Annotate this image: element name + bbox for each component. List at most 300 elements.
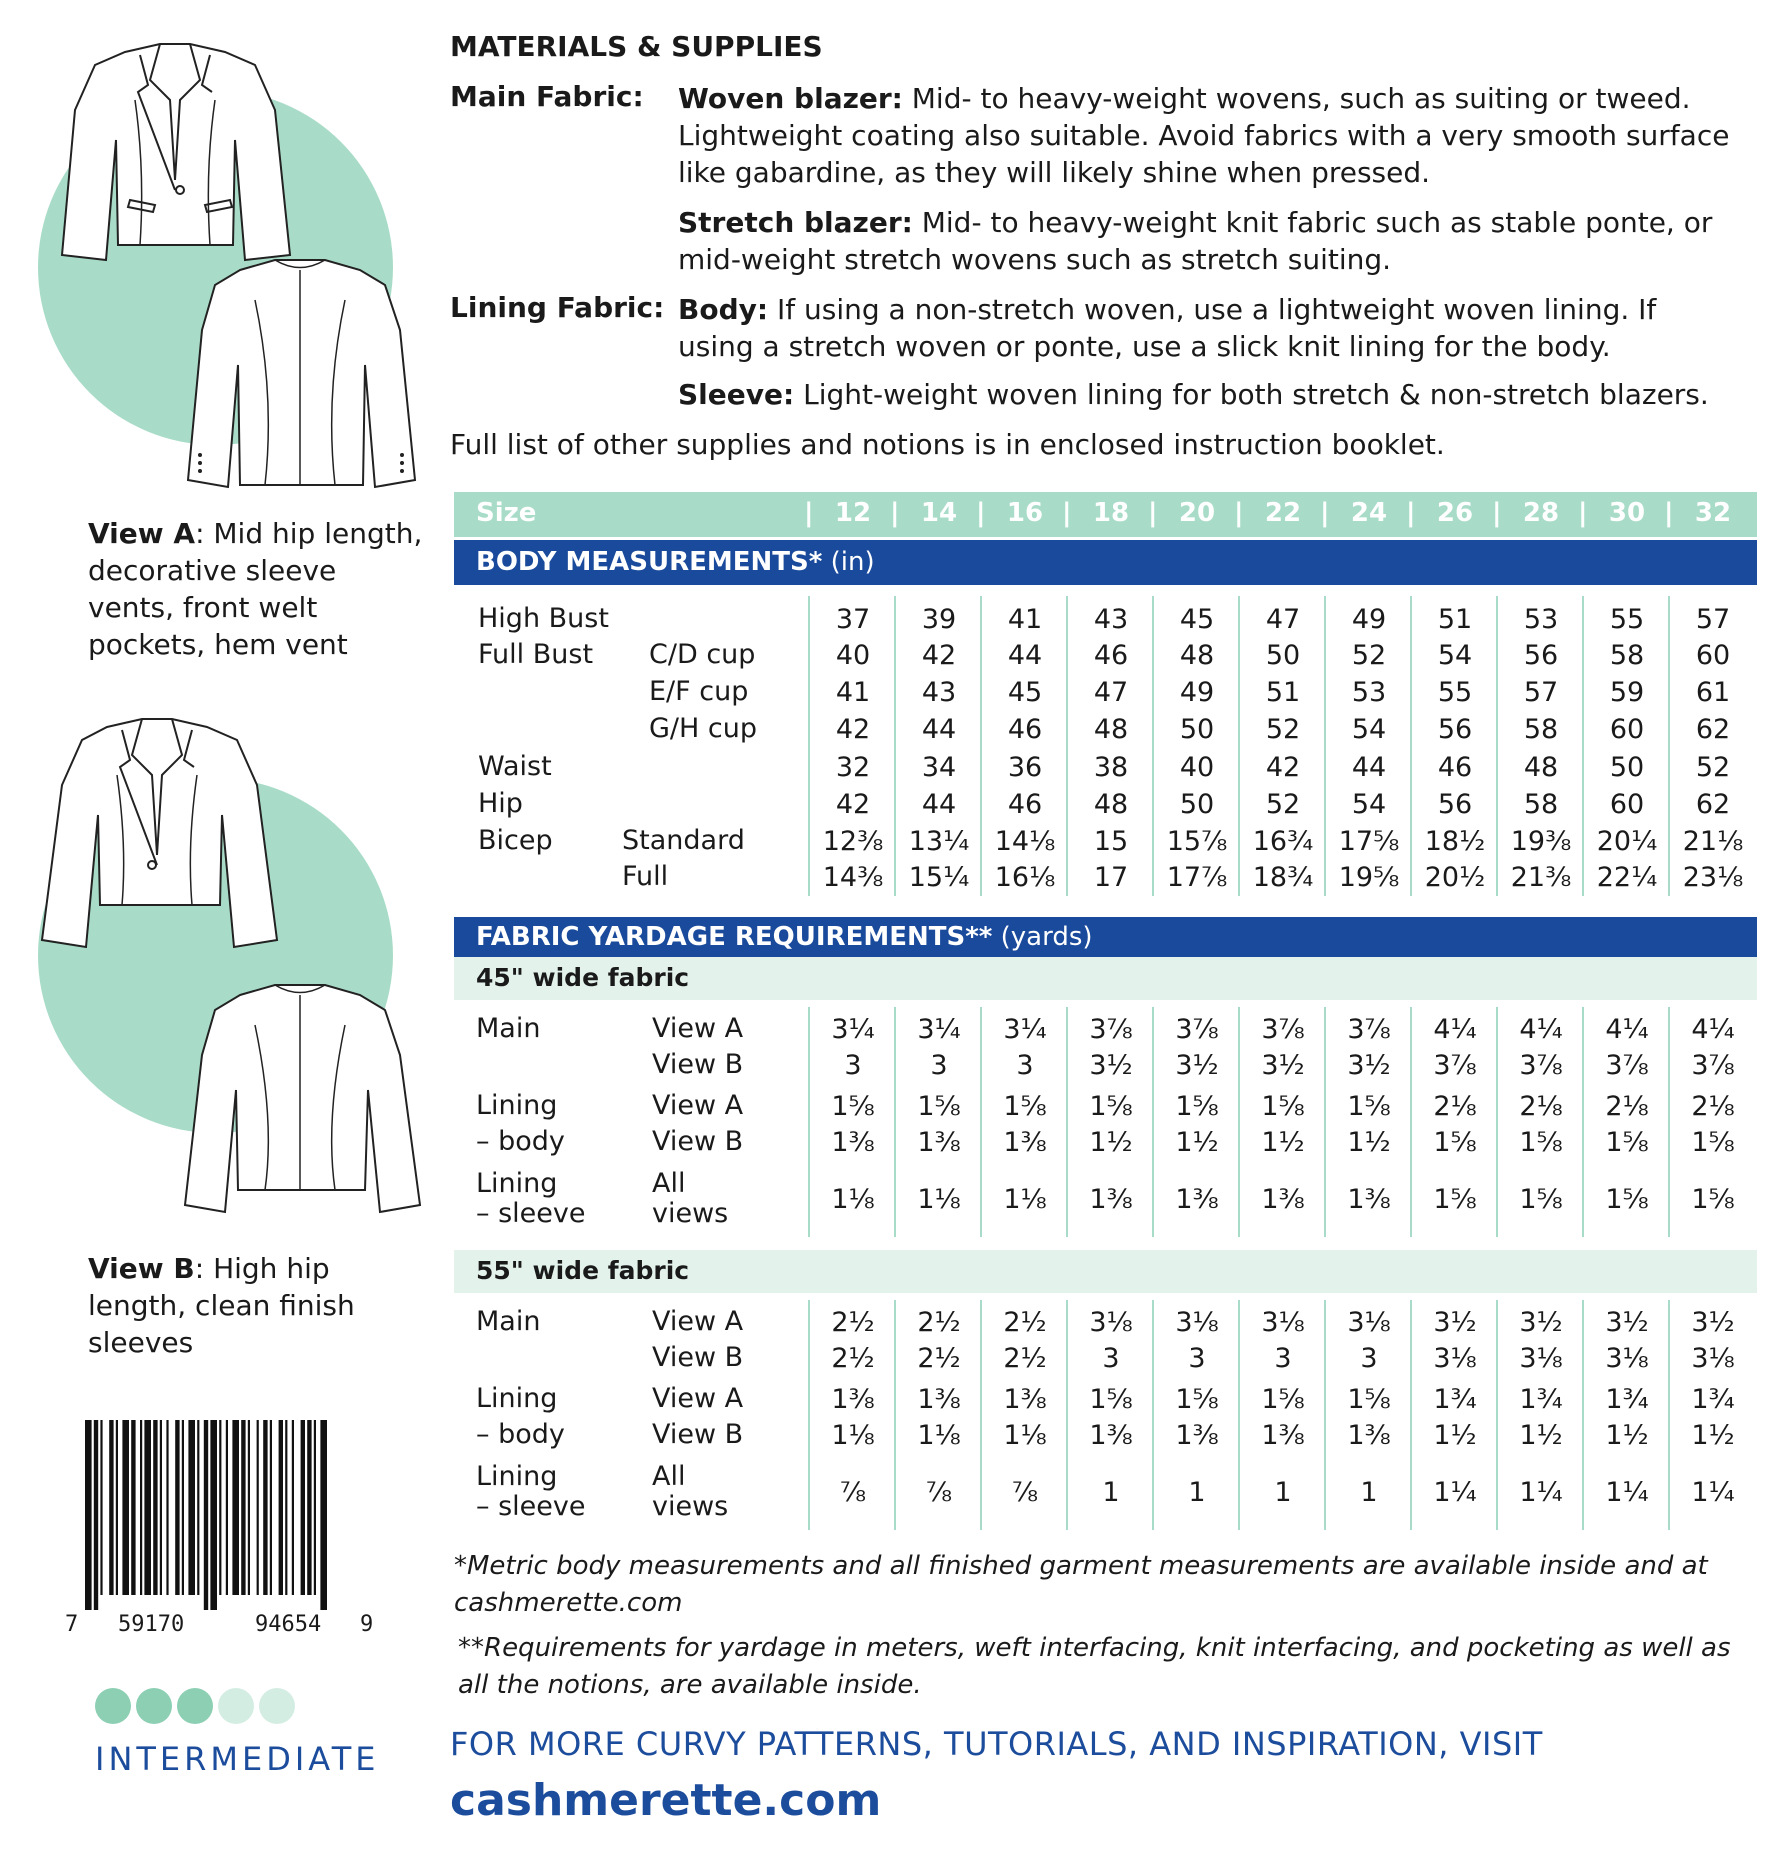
barcode-bar [144,1420,151,1595]
yardage-row-sublabel: View B [652,1049,744,1080]
body-value-cell: 22¼ [1596,862,1658,893]
barcode-bar [257,1420,259,1595]
body-value-cell: 54 [1351,714,1387,745]
body-value-cell: 56 [1437,789,1473,820]
yardage-value-cell: 3⅛ [1089,1307,1133,1338]
body-value-cell: 43 [1093,604,1129,635]
yardage-value-cell: 2½ [831,1343,875,1374]
yardage-row-label: Lining [476,1090,558,1121]
body-value-cell: 36 [1007,752,1043,783]
yardage-value-cell: ⅞ [839,1477,867,1508]
body-value-cell: 14⅜ [822,862,884,893]
yardage-value-cell: 3 [1016,1050,1034,1081]
barcode-digits-left: 59170 [118,1612,185,1637]
yardage-value-cell: 2½ [917,1343,961,1374]
barcode-bar [166,1420,168,1595]
yardage-row-sublabel: View A [652,1090,744,1121]
footnote-yardage: **Requirements for yardage in meters, weft interfacing, knit interfacing, and pocketing as well as all the notions, are available inside. [458,1633,1731,1700]
barcode-bar [285,1420,287,1595]
body-value-cell: 43 [921,677,957,708]
yardage-value-cell: 2⅛ [1605,1091,1649,1122]
yardage-value-cell: 2½ [831,1307,875,1338]
yardage-value-cell: 4¼ [1519,1014,1563,1045]
size-header-16: 16 [1006,498,1044,528]
barcode-bar [140,1420,142,1595]
woven-blazer-heading: Woven blazer: [678,82,903,115]
size-header-30: 30 [1608,498,1646,528]
yardage-value-cell: 3⅛ [1605,1343,1649,1374]
difficulty-dot-filled [95,1688,131,1724]
body-value-cell: 48 [1523,752,1559,783]
body-value-cell: 47 [1265,604,1301,635]
yardage-value-cell: 1⅜ [917,1127,961,1158]
yardage-value-cell: 1 [1188,1477,1206,1508]
body-value-cell: 46 [1093,640,1129,671]
yardage-value-cell: 3 [1360,1343,1378,1374]
lining-body-body: If using a non-stretch woven, use a lightweight woven lining. If using a stretch woven or ponte, use a slick knit lining for the body. [678,293,1657,363]
yardage-value-cell: 1⅜ [917,1384,961,1415]
body-value-cell: 57 [1523,677,1559,708]
size-header-12: 12 [834,498,872,528]
yardage-value-cell: 1½ [1691,1420,1735,1451]
barcode-digits-right: 94654 [255,1612,322,1637]
stretch-blazer-heading: Stretch blazer: [678,206,913,239]
yardage-title: FABRIC YARDAGE REQUIREMENTS** [476,922,993,952]
yardage-value-cell: 3½ [1605,1307,1649,1338]
size-header-divider: | [1062,498,1072,528]
view-a-heading: View A [88,517,196,550]
yardage-value-cell: 1½ [1089,1127,1133,1158]
barcode-bar [307,1420,311,1595]
size-header-divider: | [1406,498,1416,528]
barcode-bar [116,1420,118,1595]
yardage-value-cell: 3⅞ [1261,1014,1305,1045]
yardage-value-cell: 1⅛ [831,1420,875,1451]
yardage-row-sublabel: View A [652,1383,744,1414]
body-value-cell: 52 [1351,640,1387,671]
yardage-value-cell: 1⅝ [1433,1184,1477,1215]
yardage-row-label-cont: – sleeve [476,1491,586,1522]
body-row-sublabel: Standard [622,825,745,856]
body-value-cell: 38 [1093,752,1129,783]
size-header-20: 20 [1178,498,1216,528]
body-value-cell: 54 [1437,640,1473,671]
yardage-value-cell: 1⅜ [1175,1420,1219,1451]
body-value-cell: 53 [1523,604,1559,635]
size-header-22: 22 [1264,498,1302,528]
woven-blazer-text [678,80,1738,191]
view-b-text: : High hip length, clean finish sleeves [88,1252,355,1359]
yardage-value-cell: 1⅝ [1519,1127,1563,1158]
body-value-cell: 48 [1093,714,1129,745]
barcode-bar [94,1420,98,1610]
body-value-cell: 16⅛ [994,862,1056,893]
body-value-cell: 39 [921,604,957,635]
body-value-cell: 34 [921,752,957,783]
yardage-value-cell: 3⅛ [1347,1307,1391,1338]
lining-sleeve-heading: Sleeve: [678,378,795,411]
body-measurements-unit: (in) [822,547,875,577]
yardage-value-cell: 3½ [1519,1307,1563,1338]
size-header-divider: | [1492,498,1502,528]
body-value-cell: 41 [1007,604,1043,635]
body-value-cell: 15⅞ [1166,826,1228,857]
yardage-row-label-cont: – sleeve [476,1198,586,1229]
size-header-divider: | [976,498,986,528]
size-header-14: 14 [920,498,958,528]
body-value-cell: 19⅝ [1338,862,1400,893]
barcode-bar [109,1420,113,1595]
barcode-bar [122,1420,129,1595]
yardage-value-cell: 1⅝ [1519,1184,1563,1215]
barcode-bar [153,1420,157,1595]
yardage-value-cell: 3⅞ [1605,1050,1649,1081]
yardage-row-label: – body [476,1419,565,1450]
view-a-back-illustration [180,255,430,495]
body-value-cell: 41 [835,677,871,708]
yardage-value-cell: 4¼ [1433,1014,1477,1045]
lining-body-heading: Body: [678,293,769,326]
yardage-value-cell: 1⅝ [1433,1127,1477,1158]
body-value-cell: 37 [835,604,871,635]
body-value-cell: 61 [1695,677,1731,708]
yardage-value-cell: 1⅝ [1261,1091,1305,1122]
body-value-cell: 46 [1007,714,1043,745]
view-a-text: : Mid hip length, decorative sleeve vents, front welt pockets, hem vent [88,517,423,661]
barcode-bar [100,1420,102,1595]
yardage-value-cell: 1⅜ [1261,1184,1305,1215]
yardage-row-sublabel: View A [652,1013,744,1044]
yardage-value-cell: 1¾ [1605,1384,1649,1415]
footnote-metric: *Metric body measurements and all finished garment measurements are available inside and at cashmerette.com [454,1551,1708,1618]
barcode-bar [263,1420,267,1595]
barcode-digit-start: 7 [65,1612,79,1637]
yardage-value-cell: 1⅝ [1691,1127,1735,1158]
yardage-header [454,917,1757,957]
body-value-cell: 52 [1695,752,1731,783]
body-row-label: Full Bust [478,639,594,670]
yardage-value-cell: 1¼ [1433,1477,1477,1508]
yardage-value-cell: ⅞ [925,1477,953,1508]
lining-fabric-label: Lining Fabric: [450,291,665,324]
yardage-value-cell: 1⅛ [831,1184,875,1215]
yardage-value-cell: 1¾ [1433,1384,1477,1415]
yardage-row-sublabel: All [652,1168,686,1199]
yardage-value-cell: 1½ [1605,1420,1649,1451]
size-header-divider: | [1234,498,1244,528]
body-value-cell: 49 [1179,677,1215,708]
body-value-cell: 17⅝ [1338,826,1400,857]
yardage-value-cell: 1½ [1261,1127,1305,1158]
body-value-cell: 58 [1523,714,1559,745]
yardage-value-cell: 1½ [1347,1127,1391,1158]
yardage-row-sublabel: View B [652,1126,744,1157]
barcode-bar [226,1420,228,1595]
yardage-value-cell: 1 [1360,1477,1378,1508]
yardage-row-label: Lining [476,1461,558,1492]
yardage-value-cell: 1 [1102,1477,1120,1508]
barcode-bar [219,1420,221,1595]
yardage-value-cell: 1¼ [1605,1477,1649,1508]
yardage-row-sublabel-cont: views [652,1491,729,1522]
body-value-cell: 44 [1351,752,1387,783]
yardage-value-cell: 3⅞ [1691,1050,1735,1081]
yardage-value-cell: 3⅞ [1089,1014,1133,1045]
body-value-cell: 48 [1093,789,1129,820]
body-row-sublabel: C/D cup [649,639,756,670]
body-row-label: Hip [478,788,523,819]
yardage-value-cell: 1½ [1433,1420,1477,1451]
yardage-value-cell: 2⅛ [1691,1091,1735,1122]
body-value-cell: 60 [1609,714,1645,745]
yardage-value-cell: 1⅝ [1089,1384,1133,1415]
body-value-cell: 18¾ [1252,862,1314,893]
yardage-value-cell: 1 [1274,1477,1292,1508]
yardage-row-label: – body [476,1126,565,1157]
body-value-cell: 58 [1523,789,1559,820]
body-value-cell: 32 [835,752,871,783]
yardage-value-cell: 1¾ [1519,1384,1563,1415]
body-value-cell: 14⅛ [994,826,1056,857]
yardage-value-cell: 1⅛ [917,1420,961,1451]
view-a-description [88,515,428,663]
yardage-value-cell: 1⅝ [1261,1384,1305,1415]
cta-website-link[interactable]: cashmerette.com [450,1775,882,1826]
yardage-value-cell: 1⅜ [1347,1184,1391,1215]
yardage-value-cell: 3⅛ [1175,1307,1219,1338]
barcode-bar [314,1420,316,1595]
body-value-cell: 52 [1265,789,1301,820]
yardage-value-cell: 3⅛ [1433,1343,1477,1374]
yardage-value-cell: 1⅝ [1691,1184,1735,1215]
size-header-18: 18 [1092,498,1130,528]
body-value-cell: 20½ [1424,862,1486,893]
body-value-cell: 21⅛ [1682,826,1744,857]
size-header-divider: | [804,498,814,528]
yardage-value-cell: 1⅝ [1347,1384,1391,1415]
body-row-label: High Bust [478,603,609,634]
yardage-row-sublabel-cont: views [652,1198,729,1229]
body-value-cell: 15 [1093,826,1129,857]
w45-title: 45" wide fabric [476,963,690,992]
yardage-value-cell: 3⅛ [1261,1307,1305,1338]
lining-sleeve-text [678,376,1738,413]
barcode [83,1420,383,1610]
yardage-value-cell: 3¼ [831,1014,875,1045]
barcode-bar [204,1420,208,1610]
yardage-value-cell: 3⅛ [1519,1343,1563,1374]
barcode-bar [320,1420,327,1610]
yardage-value-cell: 2½ [917,1307,961,1338]
yardage-value-cell: 1⅜ [831,1127,875,1158]
body-measurements-title: BODY MEASUREMENTS* [476,547,823,577]
body-value-cell: 42 [835,714,871,745]
woven-blazer-body: Mid- to heavy-weight wovens, such as suiting or tweed. Lightweight coating also suitable. Avoid fabrics with a very smooth surface like gabardine, as they will likely shine when pressed. [678,82,1730,189]
size-header-divider: | [1664,498,1674,528]
yardage-row-sublabel: View B [652,1342,744,1373]
body-value-cell: 15¼ [908,862,970,893]
yardage-value-cell: 2½ [1003,1343,1047,1374]
body-value-cell: 23⅛ [1682,862,1744,893]
yardage-value-cell: 3¼ [917,1014,961,1045]
body-value-cell: 16¾ [1252,826,1314,857]
view-b-heading: View B [88,1252,195,1285]
size-header-divider: | [1578,498,1588,528]
yardage-row-sublabel: View A [652,1306,744,1337]
yardage-value-cell: 3½ [1347,1050,1391,1081]
body-row-sublabel: G/H cup [649,713,757,744]
body-value-cell: 51 [1265,677,1301,708]
yardage-value-cell: 1⅝ [1605,1127,1649,1158]
w55-title: 55" wide fabric [476,1256,690,1285]
body-row-sublabel: Full [622,861,669,892]
barcode-bar [270,1420,272,1595]
yardage-value-cell: 1⅝ [1175,1091,1219,1122]
body-value-cell: 60 [1695,640,1731,671]
yardage-value-cell: 1¼ [1519,1477,1563,1508]
cta-text: FOR MORE CURVY PATTERNS, TUTORIALS, AND INSPIRATION, VISIT [450,1725,1543,1763]
body-row-sublabel: E/F cup [649,676,749,707]
barcode-bar [188,1420,195,1595]
body-value-cell: 50 [1265,640,1301,671]
yardage-unit: (yards) [992,922,1093,952]
yardage-value-cell: 1½ [1519,1420,1563,1451]
difficulty-dot-filled [136,1688,172,1724]
body-value-cell: 54 [1351,789,1387,820]
yardage-value-cell: 3½ [1261,1050,1305,1081]
yardage-row-label: Main [476,1306,541,1337]
body-value-cell: 17 [1093,862,1129,893]
barcode-bar [182,1420,184,1595]
body-value-cell: 55 [1609,604,1645,635]
body-value-cell: 42 [835,789,871,820]
body-value-cell: 19⅜ [1510,826,1572,857]
yardage-value-cell: 1⅜ [1175,1184,1219,1215]
yardage-value-cell: 3 [1274,1343,1292,1374]
body-value-cell: 50 [1179,714,1215,745]
body-value-cell: 50 [1179,789,1215,820]
yardage-value-cell: 2½ [1003,1307,1047,1338]
yardage-value-cell: 1⅜ [1261,1420,1305,1451]
yardage-value-cell: 3 [1188,1343,1206,1374]
body-value-cell: 58 [1609,640,1645,671]
body-value-cell: 51 [1437,604,1473,635]
yardage-value-cell: 3 [930,1050,948,1081]
yardage-row-label: Lining [476,1383,558,1414]
body-value-cell: 56 [1523,640,1559,671]
body-row-label: Waist [478,751,552,782]
body-value-cell: 55 [1437,677,1473,708]
size-header-divider: | [1148,498,1158,528]
main-fabric-label: Main Fabric: [450,80,644,113]
difficulty-label: INTERMEDIATE [95,1740,380,1778]
body-value-cell: 13¼ [908,826,970,857]
yardage-value-cell: 3 [1102,1343,1120,1374]
body-measurements-header [454,540,1757,585]
barcode-bar [197,1420,199,1595]
w55-header [454,1250,1757,1293]
yardage-value-cell: 2⅛ [1433,1091,1477,1122]
body-value-cell: 47 [1093,677,1129,708]
yardage-value-cell: ⅞ [1011,1477,1039,1508]
stretch-blazer-text [678,204,1738,278]
body-value-cell: 17⅞ [1166,862,1228,893]
body-value-cell: 59 [1609,677,1645,708]
barcode-bar [85,1420,92,1610]
barcode-bar [175,1420,179,1595]
yardage-value-cell: 3 [844,1050,862,1081]
body-value-cell: 57 [1695,604,1731,635]
barcode-bar [210,1420,217,1610]
yardage-value-cell: 3⅛ [1691,1343,1735,1374]
barcode-bar [232,1420,239,1595]
yardage-value-cell: 1½ [1175,1127,1219,1158]
yardage-row-label: Main [476,1013,541,1044]
barcode-bar [301,1420,305,1595]
body-value-cell: 44 [921,789,957,820]
body-value-cell: 56 [1437,714,1473,745]
view-b-description [88,1250,408,1361]
yardage-value-cell: 1⅝ [917,1091,961,1122]
yardage-value-cell: 1⅜ [1089,1184,1133,1215]
yardage-value-cell: 1⅜ [1003,1127,1047,1158]
yardage-value-cell: 1⅛ [1003,1184,1047,1215]
body-value-cell: 42 [1265,752,1301,783]
size-header-28: 28 [1522,498,1560,528]
yardage-value-cell: 1⅜ [1347,1420,1391,1451]
view-b-front-illustration [22,715,292,955]
lining-body-text [678,291,1738,365]
yardage-value-cell: 1⅛ [917,1184,961,1215]
body-value-cell: 45 [1007,677,1043,708]
size-header-row [454,492,1757,537]
yardage-value-cell: 1⅝ [1347,1091,1391,1122]
body-value-cell: 44 [921,714,957,745]
materials-title: MATERIALS & SUPPLIES [450,30,823,63]
body-value-cell: 12⅜ [822,826,884,857]
barcode-bars [83,1420,383,1610]
size-header-divider: | [890,498,900,528]
body-value-cell: 45 [1179,604,1215,635]
yardage-value-cell: 4¼ [1605,1014,1649,1045]
yardage-value-cell: 1⅛ [1003,1420,1047,1451]
body-value-cell: 50 [1609,752,1645,783]
body-value-cell: 46 [1007,789,1043,820]
size-header-24: 24 [1350,498,1388,528]
lining-sleeve-body: Light-weight woven lining for both stretch & non-stretch blazers. [794,378,1709,411]
barcode-bar [131,1420,135,1595]
difficulty-dot-empty [259,1688,295,1724]
difficulty-dot-filled [177,1688,213,1724]
yardage-value-cell: 3½ [1089,1050,1133,1081]
body-value-cell: 60 [1609,789,1645,820]
body-value-cell: 49 [1351,604,1387,635]
view-a-front-illustration [30,40,320,270]
yardage-row-label: Lining [476,1168,558,1199]
body-value-cell: 44 [1007,640,1043,671]
yardage-value-cell: 2⅛ [1519,1091,1563,1122]
body-value-cell: 53 [1351,677,1387,708]
size-header-label: Size [476,498,537,528]
body-value-cell: 62 [1695,714,1731,745]
body-row-label: Bicep [478,825,553,856]
yardage-value-cell: 1⅜ [1089,1420,1133,1451]
body-value-cell: 40 [835,640,871,671]
stretch-blazer-body: Mid- to heavy-weight knit fabric such as stable ponte, or mid-weight stretch wovens such as stretch suiting. [678,206,1713,276]
yardage-value-cell: 1¾ [1691,1384,1735,1415]
yardage-value-cell: 3¼ [1003,1014,1047,1045]
body-value-cell: 21⅜ [1510,862,1572,893]
